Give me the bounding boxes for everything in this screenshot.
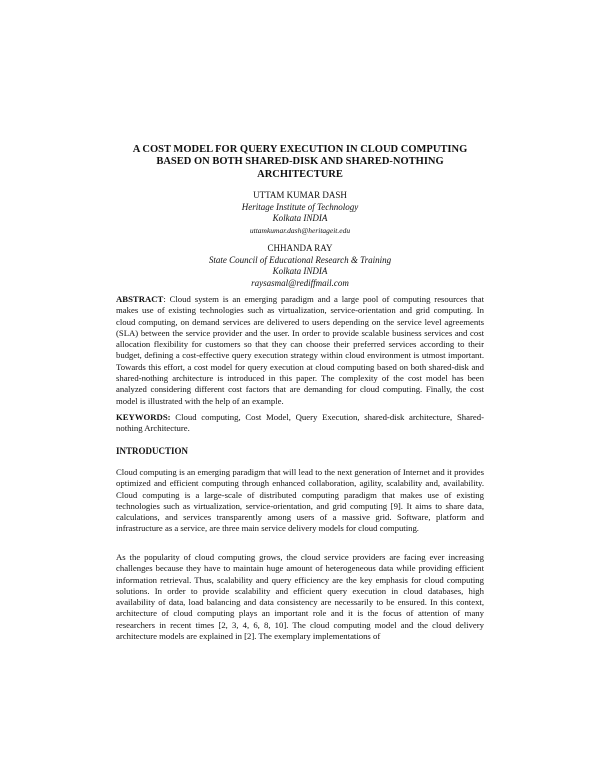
- abstract-label: ABSTRACT: [116, 294, 164, 304]
- abstract-text: : Cloud system is an emerging paradigm and a large pool of computing resources that makes use of existing technologies such as virtualization, service-orientation and grid computing. In cloud computing, on demand services are delivered to users depending on the service level agreements (SLA) between the service provider and the user. In order to provide scalable business services and cost allocation flexibility for customers so that they can choose their preferred services according to their budget, defining a cost-effective query execution strategy within cloud environment is utmost important. Towards this effort, a cost model for query execution at cloud computing based on both shared-disk and shared-nothing architecture is introduced in this paper. The complexity of the cost model has been analyzed considering different cost factors that are demanding for cloud computing. Finally, the cost model is illustrated with the help of an example.: [116, 294, 484, 406]
- introduction-heading: INTRODUCTION: [116, 446, 189, 456]
- author1-affiliation: Heritage Institute of Technology: [241, 201, 359, 212]
- author1-email: uttamkumar.dash@heritageit.edu: [249, 225, 351, 235]
- author2-block: [100, 243, 500, 289]
- keywords-label: KEYWORDS:: [116, 412, 171, 422]
- keywords-text: Cloud computing, Cost Model, Query Execution, shared-disk architecture, Shared-nothing Architecture.: [116, 412, 484, 434]
- paper-title: [100, 144, 500, 181]
- author2-affiliation: State Council of Educational Research & Training: [208, 254, 392, 265]
- title-line-2: BASED ON BOTH SHARED-DISK AND SHARED-NOTHING: [156, 156, 444, 168]
- intro-paragraph-1: Cloud computing is an emerging paradigm that will lead to the next generation of Internet and it provides optimized and efficient computing through enhanced collaboration, agility, scalability and, availability. Cloud computing is a large-scale of distributed computing paradigm that makes use of existing technologies such as virtualization, service-orientation, and grid computing [9]. It aims to share data, calculations, and services transparently among users of a massive grid. Software, platform and infrastructure as a service, are three main service delivery models for cloud computing.: [116, 467, 484, 534]
- author1-location: Kolkata INDIA: [272, 213, 328, 223]
- author2-email: raysasmal@rediffmail.com: [251, 277, 349, 288]
- title-line-1: A COST MODEL FOR QUERY EXECUTION IN CLOUD COMPUTING: [132, 144, 468, 155]
- keywords: [116, 412, 484, 435]
- author1-name: UTTAM KUMAR DASH: [253, 190, 347, 200]
- author2-name: CHHANDA RAY: [267, 243, 333, 253]
- intro-paragraph-2: As the popularity of cloud computing grows, the cloud service providers are facing ever increasing challenges because they have to maintain huge amount of heterogeneous data while providing efficient information retrieval. Thus, scalability and query efficiency are the key emphasis for cloud computing solutions. In order to provide scalability and efficient query execution in cloud databases, high availability of data, load balancing and data consistency are necessarily to be ensured. In this context, architecture of cloud computing plays an important role and it is the focus of attention of many researchers in recent times [2, 3, 4, 6, 8, 10]. The cloud computing model and the cloud delivery architecture models are explained in [2]. The exemplary implementations of: [116, 552, 484, 642]
- abstract: [116, 294, 484, 407]
- author2-location: Kolkata INDIA: [272, 266, 328, 276]
- author1-block: [100, 190, 500, 236]
- title-line-3: ARCHITECTURE: [257, 168, 343, 180]
